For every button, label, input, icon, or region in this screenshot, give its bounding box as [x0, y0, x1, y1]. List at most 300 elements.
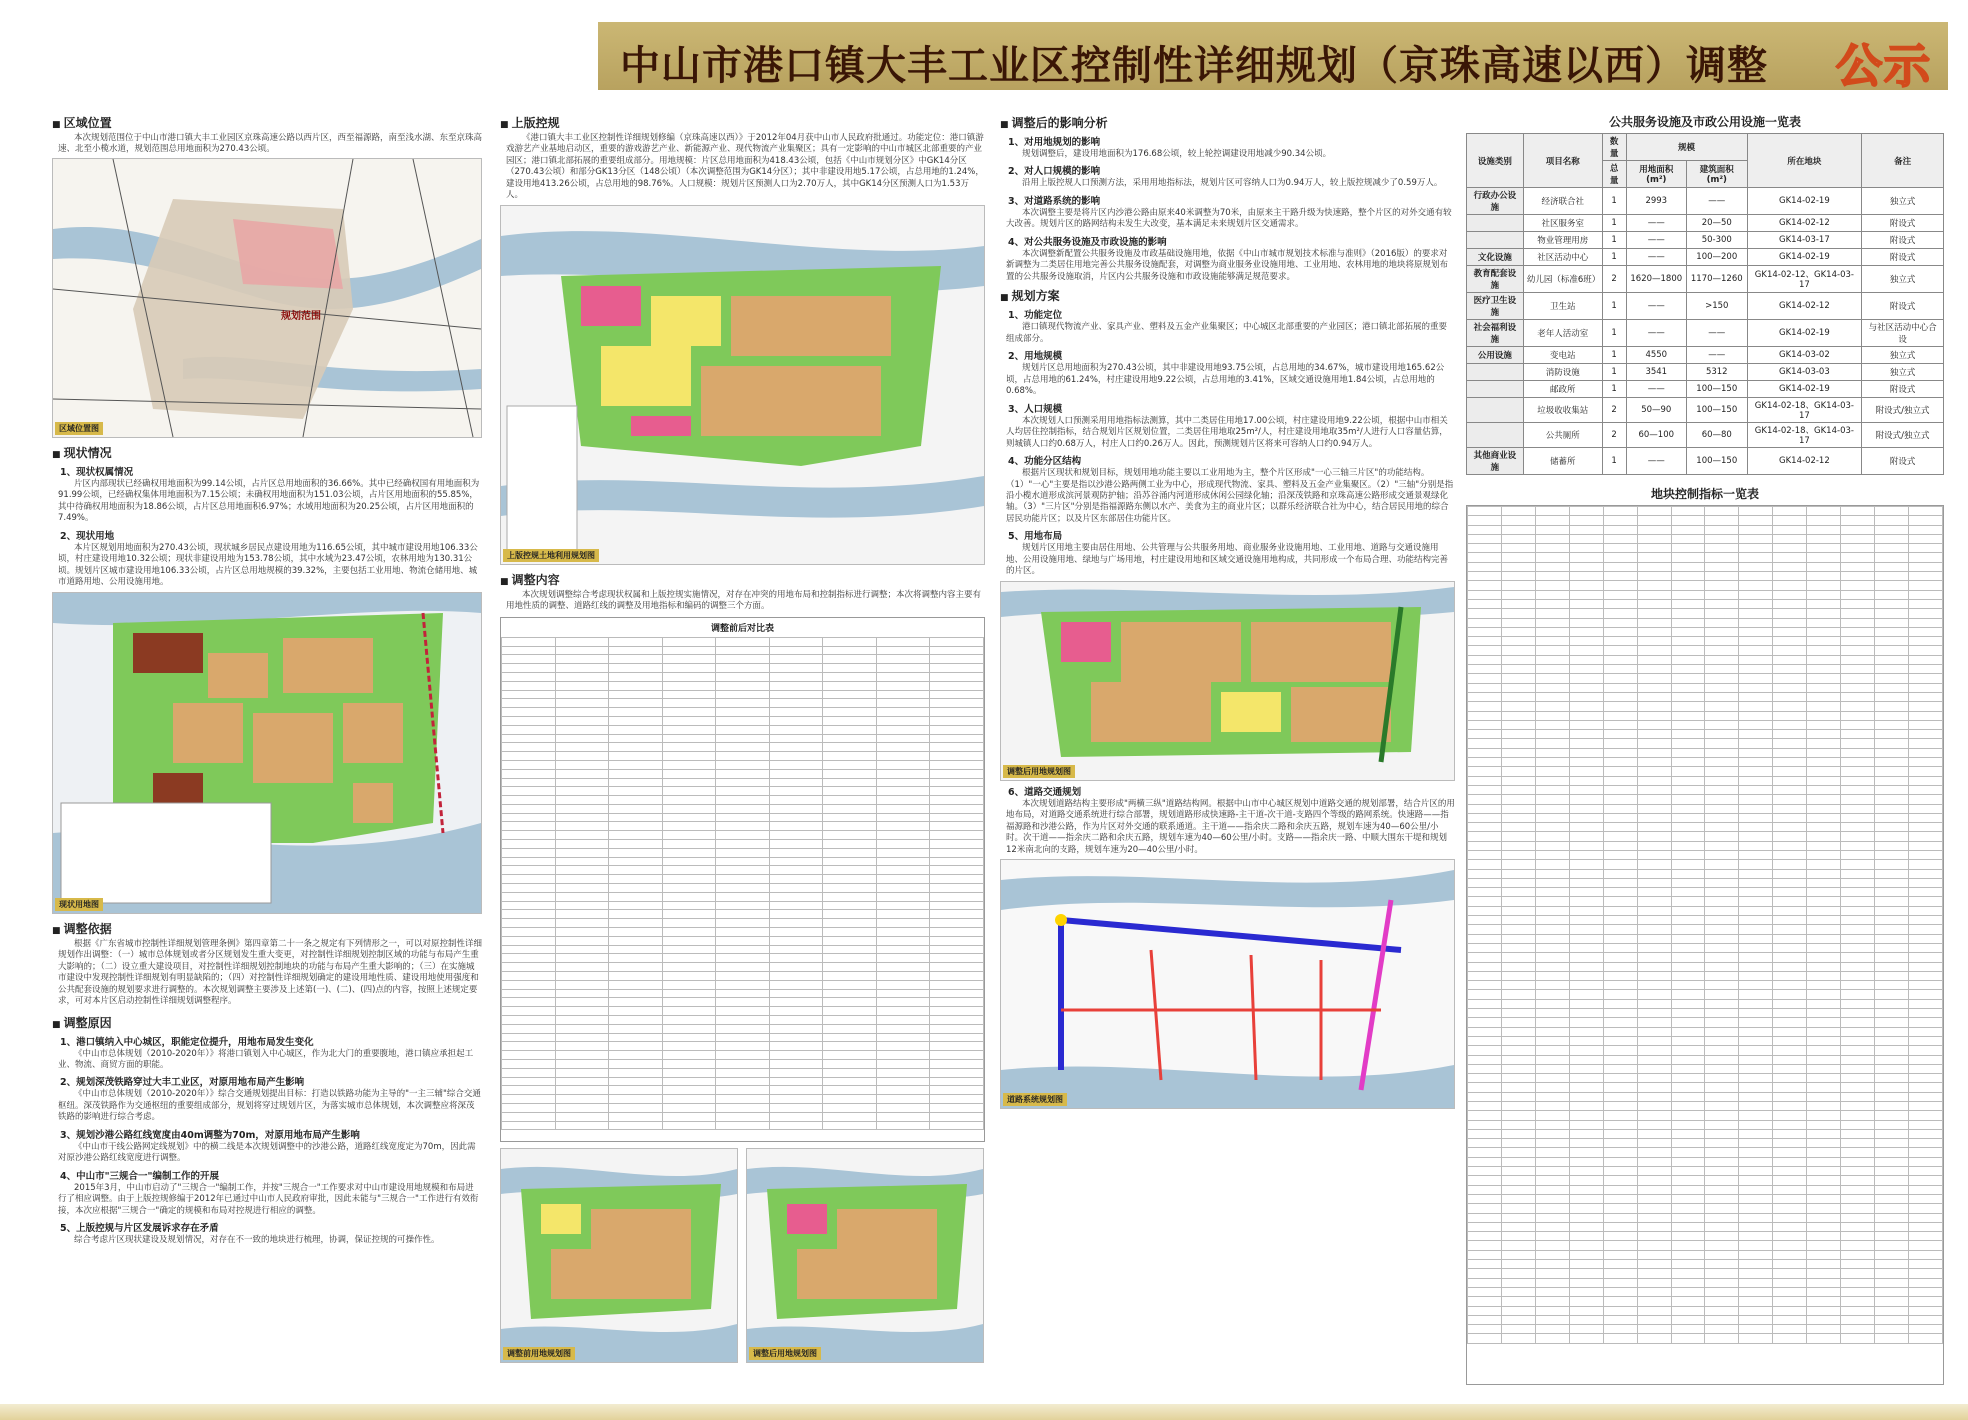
table-row [1467, 347, 1944, 364]
table-row [1467, 423, 1944, 448]
yuanyin-t2: 《中山市总体规划（2010-2020年）》综合交通规划提出目标：打造以铁路功能为主导的"一主三辅"综合交通枢纽。深茂铁路作为交通枢纽的重要组成部分，规划将穿过规划片区，为落实城市总体规划，本次调整应将深茂铁路的影响进行综合考虑。 [58, 1089, 481, 1123]
grid-row [1468, 646, 1943, 655]
cell-name: 公共厕所 [1523, 423, 1602, 448]
grid-row [1468, 1278, 1943, 1287]
grid-row [502, 875, 984, 884]
cell-bldg: >150 [1687, 293, 1748, 320]
fangan-i5: 5、用地布局 [1008, 531, 1063, 543]
grid-row [1468, 1287, 1943, 1296]
cell-plot: GK14-02-12、GK14-03-17 [1747, 266, 1862, 293]
cell-qty: 1 [1602, 249, 1626, 266]
grid-row [1468, 711, 1943, 720]
grid-row [502, 716, 984, 725]
cell-plot: GK14-03-03 [1747, 364, 1862, 381]
grid-row [502, 734, 984, 743]
grid-row [1468, 655, 1943, 664]
grid-row [1468, 953, 1943, 962]
grid-row [1468, 1120, 1943, 1129]
yuanyin-r5: 5、上版控规与片区发展诉求存在矛盾 [60, 1223, 219, 1235]
cell-qty: 1 [1602, 347, 1626, 364]
grid-row [1468, 934, 1943, 943]
table-row [1467, 215, 1944, 232]
section-heading-yingxiang: ■ 调整后的影响分析 [1000, 114, 1455, 131]
grid-row [502, 769, 984, 778]
cell-plot: GK14-03-02 [1747, 347, 1862, 364]
comparison-table-box [500, 617, 985, 1142]
column-4 [1466, 110, 1944, 1385]
cell-land: —— [1626, 381, 1686, 398]
cell-qty: 1 [1602, 320, 1626, 347]
cell-qty: 1 [1602, 188, 1626, 215]
table-row [1467, 266, 1944, 293]
grid-row [1468, 1306, 1943, 1315]
cell-note: 独立式 [1862, 364, 1944, 381]
th-note: 备注 [1862, 134, 1944, 188]
fangan-i4: 4、功能分区结构 [1008, 456, 1082, 468]
grid-row [1468, 525, 1943, 534]
after-map-caption: 调整后用地规划图 [749, 1347, 821, 1360]
adjusted-plan-caption: 调整后用地规划图 [1003, 765, 1075, 778]
grid-row [502, 945, 984, 954]
grid-row [1468, 599, 1943, 608]
grid-row [502, 1051, 984, 1060]
fangan-i6: 6、道路交通规划 [1008, 786, 1082, 798]
cell-bldg: 50-300 [1687, 232, 1748, 249]
grid-row [1468, 1064, 1943, 1073]
cell-bldg: 20—50 [1687, 215, 1748, 232]
grid-row [1468, 1036, 1943, 1045]
table-row [1467, 320, 1944, 347]
region-map-caption: 区域位置图 [55, 422, 103, 435]
grid-row [1468, 627, 1943, 636]
grid-row [1468, 618, 1943, 627]
cell-note: 附设式 [1862, 232, 1944, 249]
grid-row [1468, 804, 1943, 813]
grid-row [1468, 702, 1943, 711]
grid-row [1468, 590, 1943, 599]
grid-row [1468, 1241, 1943, 1250]
th-name: 项目名称 [1523, 134, 1602, 188]
grid-row [502, 787, 984, 796]
grid-row [1468, 1074, 1943, 1083]
th-land: 用地面积(m²) [1626, 161, 1686, 188]
cell-land: 3541 [1626, 364, 1686, 381]
grid-row [502, 901, 984, 910]
grid-row [502, 840, 984, 849]
grid-row [502, 646, 984, 655]
grid-row [502, 655, 984, 664]
cell-note: 附设式/独立式 [1862, 423, 1944, 448]
cell-plot: GK14-02-12 [1747, 215, 1862, 232]
grid-row [1468, 1213, 1943, 1222]
grid-row [1468, 1157, 1943, 1166]
road-system-map [1000, 859, 1455, 1109]
road-system-caption: 道路系统规划图 [1003, 1093, 1067, 1106]
grid-row [502, 848, 984, 857]
grid-row [502, 857, 984, 866]
grid-row [1468, 1334, 1943, 1343]
grid-row [1468, 674, 1943, 683]
quyu-text: 本次规划范围位于中山市港口镇大丰工业园区京珠高速公路以西片区，西至福源路，南至浅水湖、东至京珠高速、北至小榄水道，规划范围总用地面积为270.43公顷。 [58, 133, 483, 155]
grid-row [1468, 665, 1943, 674]
grid-row [1468, 888, 1943, 897]
xianzhuang-sub1: 1、现状权属情况 [60, 466, 134, 478]
grid-row [502, 690, 984, 699]
grid-row [1468, 999, 1943, 1008]
fangan-t3: 本次规划人口预测采用用地指标法测算，其中二类居住用地17.00公顷，村庄建设用地9.22公顷，根据中山市相关人均居住控制指标，结合规划片区规划位置，二类居住用地取25m²/人，村庄建设用地取35m²/人进行人口容量估算，则城镇人口约0.68万人，村庄人口约0.26万人。因此，预测规划片区将来可容纳人口约0.94万人。 [1006, 415, 1448, 449]
cell-land: 1620—1800 [1626, 266, 1686, 293]
grid-row [1468, 990, 1943, 999]
grid-row [1468, 516, 1943, 525]
cell-plot: GK14-02-18、GK14-03-17 [1747, 398, 1862, 423]
grid-row [502, 681, 984, 690]
th-qty: 数量 [1602, 134, 1626, 161]
cell-bldg: 100—150 [1687, 398, 1748, 423]
cell-name: 幼儿园（标准6班） [1523, 266, 1602, 293]
title-bar [598, 22, 1948, 94]
section-heading-fangan: ■ 规划方案 [1000, 287, 1455, 304]
comparison-table-title: 调整前后对比表 [710, 623, 774, 634]
grid-row [1468, 692, 1943, 701]
region-map-label: 规划范围 [281, 310, 321, 322]
grid-row [502, 1007, 984, 1016]
previous-plan-caption: 上版控规土地利用规划图 [503, 549, 599, 562]
grid-row [1468, 507, 1943, 516]
cell-cat [1467, 381, 1524, 398]
grid-row [502, 1016, 984, 1025]
grid-row [1468, 1102, 1943, 1111]
grid-row [1468, 1269, 1943, 1278]
yuanyin-r3: 3、规划沙港公路红线宽度由40m调整为70m，对原用地布局产生影响 [60, 1129, 360, 1141]
grid-row [502, 804, 984, 813]
yuanyin-r1: 1、港口镇纳入中心城区，职能定位提升，用地布局发生变化 [60, 1036, 314, 1048]
section-heading-quyu: ■ 区域位置 [52, 114, 482, 131]
cell-name: 经济联合社 [1523, 188, 1602, 215]
cell-cat [1467, 423, 1524, 448]
grid-row [1468, 1250, 1943, 1259]
cell-bldg: —— [1687, 320, 1748, 347]
cell-name: 社区服务室 [1523, 215, 1602, 232]
grid-row [1468, 562, 1943, 571]
cell-note: 独立式 [1862, 266, 1944, 293]
column-1 [52, 110, 482, 1247]
cell-cat: 其他商业设施 [1467, 448, 1524, 475]
cell-qty: 2 [1602, 266, 1626, 293]
cell-land: 50—90 [1626, 398, 1686, 423]
cell-cat [1467, 398, 1524, 423]
cell-name: 储蓄所 [1523, 448, 1602, 475]
grid-row [502, 743, 984, 752]
cell-cat: 医疗卫生设施 [1467, 293, 1524, 320]
cell-name: 邮政所 [1523, 381, 1602, 398]
cell-name: 消防设施 [1523, 364, 1602, 381]
cell-plot: GK14-02-12 [1747, 448, 1862, 475]
grid-row [1468, 1260, 1943, 1269]
grid-row [1468, 758, 1943, 767]
grid-row [1468, 544, 1943, 553]
grid-row [502, 822, 984, 831]
yingxiang-t1: 规划调整后，建设用地面积为176.68公顷，较上轮控调建设用地减少90.34公顷。 [1022, 149, 1332, 159]
grid-row [1468, 869, 1943, 878]
grid-row [502, 1042, 984, 1051]
yuanyin-r2: 2、规划深茂铁路穿过大丰工业区，对原用地布局产生影响 [60, 1077, 305, 1089]
grid-row [502, 963, 984, 972]
grid-row [1468, 1185, 1943, 1194]
grid-row [1468, 1046, 1943, 1055]
adjusted-plan-map [1000, 581, 1455, 781]
previous-plan-svg [501, 206, 984, 564]
grid-row [1468, 683, 1943, 692]
table-row [1467, 232, 1944, 249]
section-heading-shangban: ■ 上版控规 [500, 114, 985, 131]
page-title: 中山市港口镇大丰工业区控制性详细规划（京珠高速以西）调整 [620, 43, 1768, 89]
current-landuse-map [52, 592, 482, 914]
grid-row [502, 1033, 984, 1042]
cell-bldg: —— [1687, 347, 1748, 364]
grid-row [1468, 1139, 1943, 1148]
cell-land: —— [1626, 320, 1686, 347]
grid-row [1468, 1111, 1943, 1120]
grid-row [502, 778, 984, 787]
fangan-t4: 根据片区现状和规划目标，规划用地功能主要以工业用地为主，整个片区形成"一心三轴三片区"的功能结构。（1）"一心"主要是指以沙港公路两侧工业为中心，形成现代物流、家具、塑料及五金产业集聚区。（2）"三轴"分别是指沿小榄水道形成滨河景观防护轴；沿苏谷涌内河道形成休闲公园绿化轴；沿深茂铁路和京珠高速公路形成交通景观绿化轴。（3）"三片区"分别是指福源路东侧以水产、美食为主的商业片区；以群乐经济联合社为中心，结合居民用地的综合居民功能片区；以及片区东部居住功能片区。 [1006, 468, 1454, 524]
grid-row [1468, 823, 1943, 832]
grid-row [502, 936, 984, 945]
xianzhuang-sub2: 2、现状用地 [60, 530, 115, 542]
cell-note: 附设式/独立式 [1862, 398, 1944, 423]
cell-name: 老年人活动室 [1523, 320, 1602, 347]
th-bldg: 建筑面积(m²) [1687, 161, 1748, 188]
cell-note: 独立式 [1862, 188, 1944, 215]
yingxiang-t4: 本次调整新配置公共服务设施及市政基础设施用地，依据《中山市城市规划技术标准与准则》（2016版）的要求对新调整为二类居住用地完善公共服务设施配套，对调整为商业服务业设施用地、工业用地、农林用地的地块将原规划布置的公共服务设施取消，片区内公共服务设施和市政设施能够满足规范要求。 [1006, 248, 1449, 282]
grid-row [1468, 776, 1943, 785]
section-heading-yiju: ■ 调整依据 [52, 920, 482, 937]
fangan-i3: 3、人口规模 [1008, 403, 1063, 415]
before-map-caption: 调整前用地规划图 [503, 1347, 575, 1360]
table-row [1467, 364, 1944, 381]
gongshi-stamp: 公示 [1836, 39, 1932, 93]
fangan-t1: 港口镇现代物流产业、家具产业、塑料及五金产业集聚区；中心城区北部重要的产业园区；港口镇北部拓展的重要组成部分。 [1006, 322, 1448, 344]
grid-row [502, 1112, 984, 1121]
cell-note: 附设式 [1862, 381, 1944, 398]
grid-row [502, 1095, 984, 1104]
plot-indicator-table [1467, 506, 1943, 1344]
section-heading-yuanyin: ■ 调整原因 [52, 1014, 482, 1031]
cell-land: 4550 [1626, 347, 1686, 364]
fangan-i2: 2、用地规模 [1008, 351, 1063, 363]
grid-row [1468, 1092, 1943, 1101]
grid-row [1468, 1222, 1943, 1231]
column-3 [1000, 110, 1455, 1109]
section-heading-neirong: ■ 调整内容 [500, 571, 985, 588]
cell-qty: 1 [1602, 293, 1626, 320]
grid-row [502, 980, 984, 989]
grid-row [1468, 1009, 1943, 1018]
table-row [1467, 293, 1944, 320]
grid-row [1468, 1083, 1943, 1092]
table-row [1467, 381, 1944, 398]
cell-cat: 行政办公设施 [1467, 188, 1524, 215]
before-map [500, 1148, 738, 1363]
cell-cat [1467, 364, 1524, 381]
grid-row [502, 1068, 984, 1077]
cell-land: —— [1626, 293, 1686, 320]
cell-qty: 1 [1602, 215, 1626, 232]
grid-row [502, 928, 984, 937]
cell-qty: 2 [1602, 398, 1626, 423]
xianzhuang-text2: 本片区规划用地面积为270.43公顷，现状城乡居民点建设用地为116.65公顷，其中城市建设用地106.33公顷，村庄建设用地10.32公顷；现状非建设用地为153.78公顷，其中水域为23.47公顷，农林用地为130.31公顷。规划片区城市建设用地106.33公顷，占片区总用地规模的39.32%，主要包括工业用地、物流仓储用地、城市道路用地、公用设施用地。 [58, 542, 478, 588]
after-map [746, 1148, 984, 1363]
cell-bldg: 5312 [1687, 364, 1748, 381]
grid-row [1468, 841, 1943, 850]
grid-row [1468, 795, 1943, 804]
table-row [1467, 249, 1944, 266]
cell-land: —— [1626, 249, 1686, 266]
grid-row [1468, 1204, 1943, 1213]
fangan-t2: 规划片区总用地面积为270.43公顷，其中非建设用地93.75公顷，占总用地的34.67%，城市建设用地165.62公顷，占总用地的61.24%，村庄建设用地9.22公顷，占总用地的3.41%，区域交通设施用地1.84公顷，占总用地的0.68%。 [1006, 363, 1445, 397]
cell-name: 垃圾收收集站 [1523, 398, 1602, 423]
cell-land: —— [1626, 215, 1686, 232]
fangan-t6: 本次规划道路结构主要形成"两横三纵"道路结构网。根据中山市中心城区规划中道路交通的规划部署，结合片区的用地布局，对道路交通系统进行综合部署，规划道路形成快速路-主干道-次干道-支路四个等级的路网系统。快速路——指福源路和沙港公路，作为片区对外交通的联系通道。主干道——指余庆二路和余庆五路，规划车速为40—60公里/小时。次干道——指余庆二路和余庆五路，规划车速为40—60公里/小时。支路——指余庆一路、中顺大围东干堤和规划12米南北向的支路，规划车速为20—40公里/小时。 [1006, 798, 1455, 855]
cell-cat: 社会福利设施 [1467, 320, 1524, 347]
grid-row [502, 752, 984, 761]
current-landuse-svg [53, 593, 481, 913]
grid-row [1468, 785, 1943, 794]
public-table-title: 公共服务设施及市政公用设施一览表 [1608, 115, 1801, 129]
shangban-text: 《港口镇大丰工业区控制性详细规划修编（京珠高速以西）》于2012年04月获中山市人民政府批通过。功能定位：港口镇游戏游艺产业基地启动区，重要的游戏游艺产业、新能源产业、现代物流产业集聚区；具有一定影响的中山市城区北部重要的产业园区；港口镇北部拓展的重要组成部分。用地规模：片区总用地面积为418.43公顷，包括《中山市规划分区》中GK14分区（270.43公顷）和部分GK13分区（148公顷）（本次调整范围为GK14分区）；其中非建设用地5.17公顷，占总用地的1.24%，建设用地413.26公顷，占总用地的98.76%。人口规模：规划片区预测人口为2.70万人，其中GK14分区预测人口为1.53万人。 [506, 133, 984, 201]
grid-row [1468, 720, 1943, 729]
th-total: 总量 [1602, 161, 1626, 188]
cell-plot: GK14-02-19 [1747, 188, 1862, 215]
cell-land: —— [1626, 448, 1686, 475]
grid-row [1468, 534, 1943, 543]
grid-row [1468, 767, 1943, 776]
grid-row [502, 664, 984, 673]
grid-row [1468, 637, 1943, 646]
cell-qty: 1 [1602, 232, 1626, 249]
grid-row [1468, 1232, 1943, 1241]
grid-row [502, 760, 984, 769]
grid-row [1468, 925, 1943, 934]
cell-cat [1467, 215, 1524, 232]
before-after-maps [500, 1148, 985, 1363]
grid-row [502, 637, 984, 646]
grid-row [1468, 1027, 1943, 1036]
neirong-text: 本次规划调整综合考虑现状权属和上版控规实施情况，对存在冲突的用地布局和控制指标进行调整；本次将调整内容主要有用地性质的调整、道路红线的调整及用地指标和编码的调整三个方面。 [506, 589, 982, 612]
grid-row [502, 892, 984, 901]
grid-row [502, 1077, 984, 1086]
cell-qty: 1 [1602, 448, 1626, 475]
cell-cat: 文化设施 [1467, 249, 1524, 266]
grid-row [502, 1024, 984, 1033]
cell-bldg: 100—200 [1687, 249, 1748, 266]
table-row [1467, 188, 1944, 215]
public-facilities-table [1466, 133, 1944, 475]
cell-note: 附设式 [1862, 215, 1944, 232]
cell-land: 2993 [1626, 188, 1686, 215]
cell-name: 物业管理用房 [1523, 232, 1602, 249]
plot-table-title: 地块控制指标一览表 [1650, 487, 1759, 501]
grid-row [1468, 860, 1943, 869]
cell-name: 变电站 [1523, 347, 1602, 364]
grid-row [1468, 1148, 1943, 1157]
cell-cat [1467, 232, 1524, 249]
yuanyin-r4: 4、中山市"三规合一"编制工作的开展 [60, 1170, 220, 1182]
grid-row [502, 699, 984, 708]
grid-row [1468, 981, 1943, 990]
yuanyin-t5: 综合考虑片区现状建设及规划情况，对存在不一致的地块进行梳理，协调，保证控规的可操作性。 [74, 1235, 440, 1246]
grid-row [1468, 971, 1943, 980]
cell-plot: GK14-03-17 [1747, 232, 1862, 249]
grid-row [1468, 832, 1943, 841]
grid-row [1468, 878, 1943, 887]
grid-row [1468, 572, 1943, 581]
yingxiang-i1: 1、对用地规划的影响 [1008, 137, 1101, 148]
grid-row [1468, 1194, 1943, 1203]
table-row [1467, 398, 1944, 423]
grid-row [1468, 1129, 1943, 1138]
cell-plot: GK14-02-19 [1747, 249, 1862, 266]
grid-row [502, 672, 984, 681]
bottom-band [0, 1404, 1968, 1420]
grid-row [1468, 897, 1943, 906]
fangan-i1: 1、功能定位 [1008, 310, 1063, 322]
grid-row [1468, 916, 1943, 925]
grid-row [502, 972, 984, 981]
cell-bldg: 60—80 [1687, 423, 1748, 448]
grid-row [1468, 1176, 1943, 1185]
cell-note: 与社区活动中心合设 [1862, 320, 1944, 347]
cell-cat: 教育配套设施 [1467, 266, 1524, 293]
grid-row [1468, 1055, 1943, 1064]
cell-name: 卫生站 [1523, 293, 1602, 320]
grid-row [1468, 906, 1943, 915]
cell-plot: GK14-02-12 [1747, 293, 1862, 320]
grid-row [1468, 730, 1943, 739]
th-cat: 设施类别 [1467, 134, 1524, 188]
grid-row [1468, 739, 1943, 748]
cell-note: 附设式 [1862, 293, 1944, 320]
cell-note: 附设式 [1862, 448, 1944, 475]
yuanyin-t1: 《中山市总体规划（2010-2020年）》将港口镇划入中心城区，作为北大门的重要腹地，港口镇应承担起工业、物流、商贸方面的职能。 [58, 1048, 474, 1070]
previous-plan-map [500, 205, 985, 565]
grid-row [502, 725, 984, 734]
cell-qty: 2 [1602, 423, 1626, 448]
region-map [52, 158, 482, 438]
cell-bldg: 100—150 [1687, 381, 1748, 398]
cell-cat: 公用设施 [1467, 347, 1524, 364]
grid-row [1468, 609, 1943, 618]
xianzhuang-text1: 片区内部现状已经确权用地面积为99.14公顷，占片区总用地面积的36.66%。其中已经确权国有用地面积为91.99公顷，已经确权集体用地面积为7.15公顷；未确权用地面积为151.03公顷，占片区用地面积的55.85%，其中待确权用地面积为18.86公顷，占片区总用地面积6.97%；水域用地面积为20.25公顷，占片区用地面积的7.49%。 [58, 478, 480, 524]
yuanyin-t3: 《中山市干线公路网定线规划》中的横二线是本次规划调整中的沙港公路，道路红线宽度定为70m，因此需对原沙港公路红线宽度进行调整。 [58, 1141, 476, 1164]
yingxiang-i3: 3、对道路系统的影响 [1008, 195, 1101, 207]
cell-note: 附设式 [1862, 249, 1944, 266]
grid-row [502, 796, 984, 805]
cell-note: 独立式 [1862, 347, 1944, 364]
yiju-text: 根据《广东省城市控制性详细规划管理条例》第四章第二十一条之规定有下列情形之一，可以对原控制性详细规划作出调整：（一）城市总体规划或者分区规划发生重大变更，对控制性详细规划控制区域的功能与布局产生重大影响的；（二）设立重大建设项目，对控制性详细规划控制地块的功能与布局产生重大影响的；（三）在实施城市建设中发现控制性详细规划有明显缺陷的；（四）对控制性详细规划确定的建设用地性质、建设用地使用强度和公共配套设施的规划要求进行调整的。本次规划调整主要涉及上述第(一)、(二)、(四)点的内容，按照上述规定要求，可对本片区启动控制性详细规划调整程序。 [58, 938, 483, 1007]
cell-land: —— [1626, 232, 1686, 249]
grid-row [1468, 1325, 1943, 1334]
cell-qty: 1 [1602, 364, 1626, 381]
grid-row [502, 1121, 984, 1130]
grid-row [502, 954, 984, 963]
fangan-t5: 规划片区用地主要由居住用地、公共管理与公共服务用地、商业服务业设施用地、工业用地、道路与交通设施用地、公用设施用地、绿地与广场用地，村庄建设用地和区域交通设施用地构成，共同形成一个布局合理、功能结构完善的片区。 [1006, 543, 1449, 577]
grid-row [502, 813, 984, 822]
cell-bldg: 100—150 [1687, 448, 1748, 475]
grid-row [502, 919, 984, 928]
grid-row [502, 1103, 984, 1112]
grid-row [502, 910, 984, 919]
table-row [1467, 448, 1944, 475]
